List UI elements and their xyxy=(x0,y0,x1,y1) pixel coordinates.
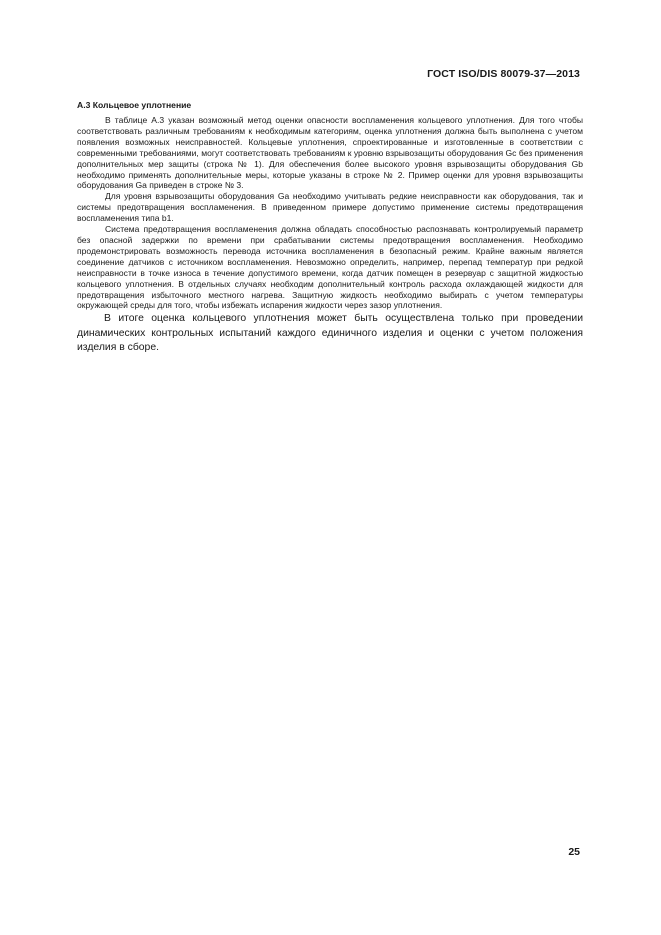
section-body xyxy=(77,115,583,355)
paragraph-1: В таблице А.3 указан возможный метод оценки опасности воспламенения кольцевого уплотнения. Для того чтобы соответствовать различным требованиям к необходимым категориям, оценка уплотнения должна быть выполнена с учетом появления возможных неисправностей. Кольцевые уплотнения, спроектированные и изготовленные в соответствии с современными требованиями, могут соответствовать требованиям к уровню взрывозащиты оборудования Gc без применения дополнительных мер защиты (строка № 1). Для обеспечения более высокого уровня взрывозащиты оборудования Gb необходимо применять дополнительные меры, которые указаны в строке № 2. Пример оценки для уровня взрывозащиты оборудования Ga приведен в строке № 3. xyxy=(77,115,583,191)
paragraph-2: Для уровня взрывозащиты оборудования Ga необходимо учитывать редкие неисправности как оборудования, так и системы предотвращения воспламенения. В приведенном примере допустимо применение системы предотвращения воспламенения типа b1. xyxy=(77,191,583,224)
conclusion-paragraph: В итоге оценка кольцевого уплотнения может быть осуществлена только при проведении динамических контрольных испытаний каждого единичного изделия и оценки с учетом положения изделия в сборе. xyxy=(77,313,583,353)
document-header-code: ГОСТ ISO/DIS 80079-37—2013 xyxy=(427,68,580,80)
paragraph-3: Система предотвращения воспламенения должна обладать способностью распознавать контролируемый параметр без опасной задержки по времени при срабатывании системы предотвращения воспламенения. Необходимо продемонстрировать возможность перевода источника воспламенения в безопасный режим. Крайне важным является соединение датчиков с источником воспламенения. Невозможно определить, например, перепад температур при редкой неисправности в точке износа в течение допустимого времени, когда датчик помещен в резервуар с защитной жидкостью кольцевого уплотнения. В отдельных случаях необходим дополнительный контроль расхода охлаждающей жидкости для предотвращения избыточного местного нагрева. Защитную жидкость необходимо выбирать с учетом температуры окружающей среды для того, чтобы избежать испарения жидкости через зазор уплотнения. xyxy=(77,224,583,311)
section-title: А.3 Кольцевое уплотнение xyxy=(77,100,192,110)
page-number: 25 xyxy=(568,846,580,858)
